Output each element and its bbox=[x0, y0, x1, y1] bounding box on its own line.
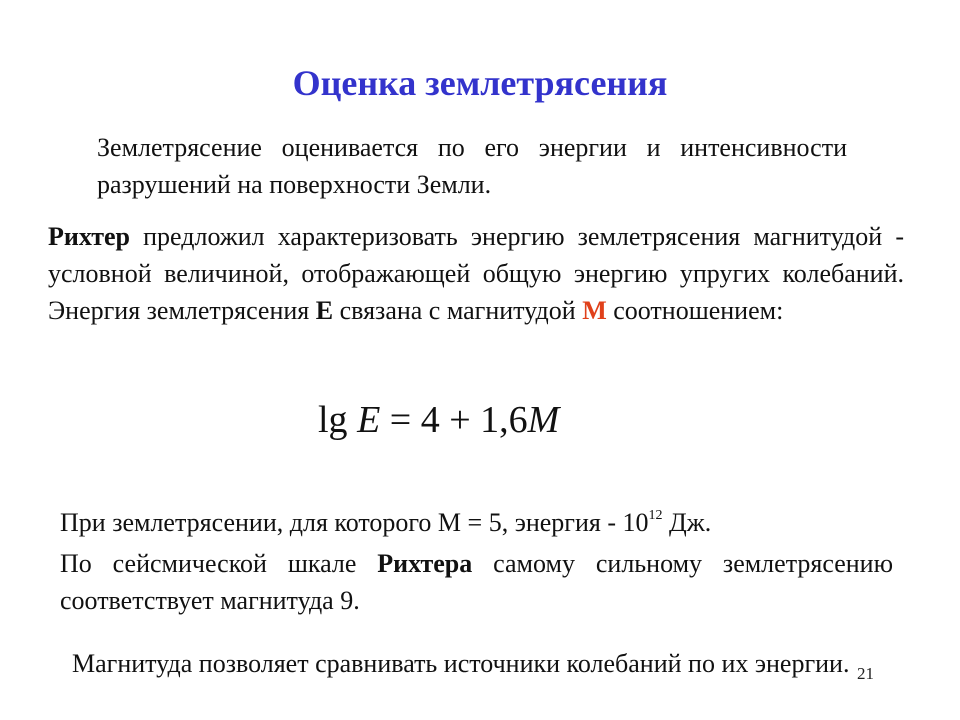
paragraph-intro: Землетрясение оценивается по его энергии и интенсивности разрушений на поверхности Земли. bbox=[97, 133, 847, 199]
scale-text-2: самому сильному землетрясению соответствует магнитуда 9. bbox=[60, 549, 893, 615]
richter-scale-name: Рихтера bbox=[377, 549, 473, 578]
magnitude-symbol: M bbox=[582, 296, 607, 325]
paragraph-richter-scale bbox=[60, 545, 893, 619]
richter-text-3: соотношением: bbox=[606, 296, 784, 325]
formula-rhs: = 4 + 1,6 bbox=[380, 399, 528, 441]
paragraph-richter bbox=[48, 218, 904, 329]
paragraph-magnitude-comparison: Магнитуда позволяет сравнивать источники колебаний по их энергии. bbox=[72, 649, 850, 678]
formula-e: E bbox=[357, 399, 381, 441]
energy-unit: Дж. bbox=[662, 508, 712, 537]
formula-lg: lg bbox=[318, 399, 348, 441]
scale-text-1: По сейсмической шкале bbox=[60, 549, 378, 578]
formula-m: M bbox=[527, 399, 560, 441]
page-number: 21 bbox=[857, 664, 874, 683]
energy-symbol: E bbox=[315, 296, 334, 325]
paragraph-energy-example bbox=[60, 497, 900, 541]
richter-name: Рихтер bbox=[48, 222, 130, 251]
richter-text-2: связана с магнитудой bbox=[333, 296, 583, 325]
richter-text-1: предложил характеризовать энергию землетрясения магнитудой - условной величиной, отображающей общую энергию упругих колебаний. Энергия землетрясения bbox=[48, 222, 904, 325]
energy-example-text: При землетрясении, для которого М = 5, энергия - 10 bbox=[60, 508, 649, 537]
energy-exponent: 12 bbox=[648, 508, 663, 523]
slide-title: Оценка землетрясения bbox=[292, 63, 668, 103]
energy-formula bbox=[318, 398, 559, 442]
